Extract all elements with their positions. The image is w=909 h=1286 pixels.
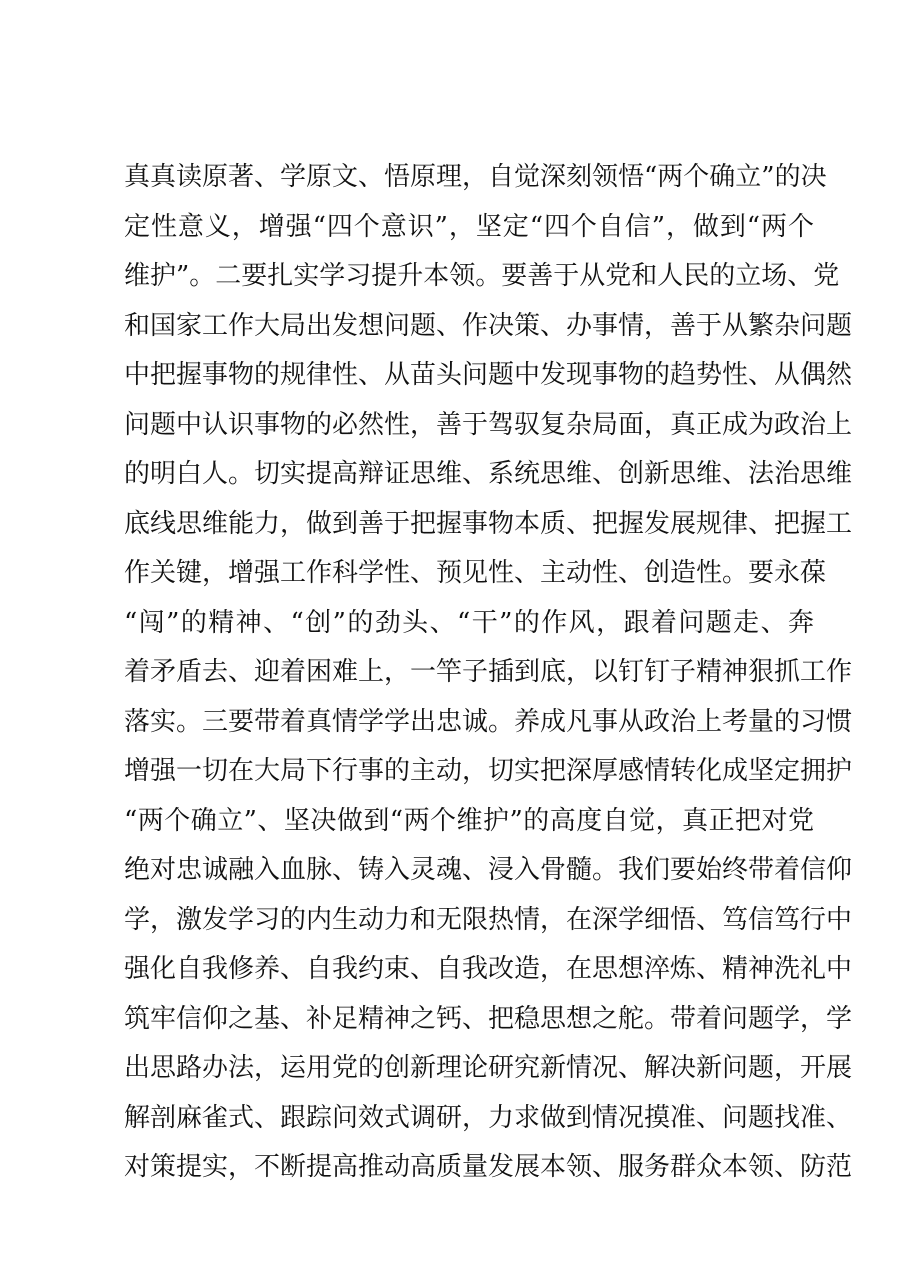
text-line-14: “两个确立”、坚决做到“两个维护”的高度自觉，真正把对党 [124, 805, 814, 836]
text-line-12: 落实。三要带着真情学学出忠诚。养成凡事从政治上考量的习惯 [124, 706, 853, 737]
text-line-10: “闯”的精神、“创”的劲头、“干”的作风，跟着问题走、奔 [124, 607, 814, 638]
text-line-1: 真真读原著、学原文、悟原理，自觉深刻领悟“两个确立”的决 [124, 162, 827, 192]
body-text [124, 153, 853, 1193]
text-line-8: 底线思维能力，做到善于把握事物本质、把握发展规律、把握工 [124, 508, 853, 539]
text-line-21: 对策提实，不断提高推动高质量发展本领、服务群众本领、防范 [124, 1152, 853, 1182]
text-line-20: 解剖麻雀式、跟踪问效式调研，力求做到情况摸准、问题找准、 [124, 1102, 853, 1133]
text-line-7: 的明白人。切实提高辩证思维、系统思维、创新思维、法治思维 [124, 459, 853, 489]
text-line-16: 学，激发学习的内生动力和无限热情，在深学细悟、笃信笃行中 [124, 904, 853, 935]
text-line-19: 出思路办法，运用党的创新理论研究新情况、解决新问题，开展 [124, 1053, 853, 1083]
text-line-18: 筑牢信仰之基、补足精神之钙、把稳思想之舵。带着问题学，学 [124, 1003, 853, 1034]
text-line-6: 问题中认识事物的必然性，善于驾驭复杂局面，真正成为政治上 [124, 409, 853, 440]
text-line-3: 维护”。二要扎实学习提升本领。要善于从党和人民的立场、党 [124, 261, 840, 291]
text-line-9: 作关键，增强工作科学性、预见性、主动性、创造性。要永葆 [124, 558, 827, 588]
text-line-13: 增强一切在大局下行事的主动，切实把深厚感情转化成坚定拥护 [124, 756, 853, 786]
text-line-11: 着矛盾去、迎着困难上，一竿子插到底，以钉钉子精神狠抓工作 [124, 657, 853, 687]
text-line-17: 强化自我修养、自我约束、自我改造，在思想淬炼、精神洗礼中 [124, 954, 853, 984]
text-line-2: 定性意义，增强“四个意识”，坚定“四个自信”，做到“两个 [124, 211, 814, 242]
text-line-5: 中把握事物的规律性、从苗头问题中发现事物的趋势性、从偶然 [124, 360, 853, 390]
text-line-15: 绝对忠诚融入血脉、铸入灵魂、浸入骨髓。我们要始终带着信仰 [124, 855, 853, 885]
text-line-4: 和国家工作大局出发想问题、作决策、办事情，善于从繁杂问题 [124, 310, 853, 341]
